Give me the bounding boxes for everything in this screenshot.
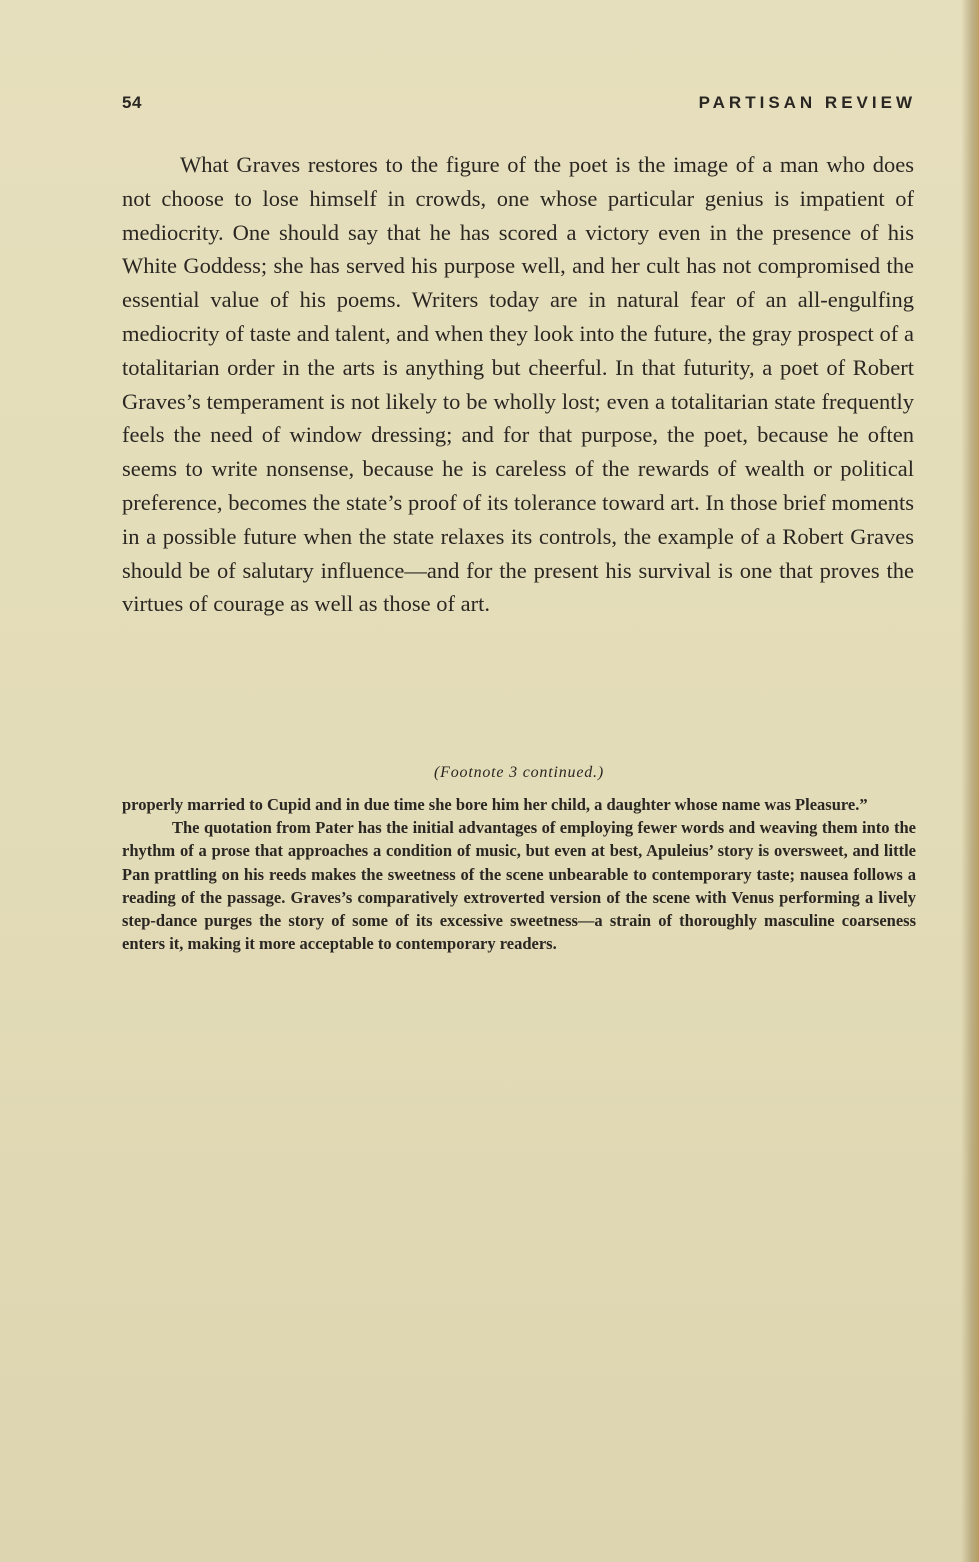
footnote-heading: (Footnote 3 continued.) — [434, 764, 604, 781]
running-head: PARTISAN REVIEW — [698, 93, 916, 112]
footnote-paragraph: properly married to Cupid and in due time she bore him her child, a daughter whose name was Pleasure.” — [122, 795, 868, 814]
page-header — [122, 93, 916, 119]
footnote-paragraph: The quotation from Pater has the initial advantages of employing fewer words and weaving them into the rhythm of a prose that approaches a condition of music, but even at best, Apuleius’ story is oversweet, and little Pan prattling on his reeds makes the sweetness of the scene unbearable to contemporary taste; nausea follows a reading of the passage. Graves’s comparatively extroverted version of the scene with Venus performing a lively step-dance purges the story of some of its excessive sweetness—a strain of thoroughly masculine coarseness enters it, making it more acceptable to contemporary readers. — [122, 818, 916, 954]
footnote — [122, 793, 916, 955]
page-edge-shadow — [961, 0, 979, 1562]
body-paragraph: What Graves restores to the figure of the poet is the image of a man who does not choose to lose himself in crowds, one whose particular genius is impatient of mediocrity. One should say that he has scored a victory even in the presence of his White Goddess; she has served his purpose well, and her cult has not compromised the essential value of his poems. Writers today are in natural fear of an all-engulfing mediocrity of taste and talent, and when they look into the future, the gray prospect of a totalitarian order in the arts is anything but cheerful. In that futurity, a poet of Robert Graves’s temperament is not likely to be wholly lost; even a totalitarian state frequently feels the need of window dressing; and for that purpose, the poet, because he often seems to write nonsense, because he is careless of the rewards of wealth or political preference, becomes the state’s proof of its tolerance toward art. In those brief moments in a possible future when the state relaxes its controls, the example of a Robert Graves should be of salutary influence—and for the present his survival is one that proves the virtues of courage as well as those of art. — [122, 152, 914, 617]
page-number: 54 — [122, 93, 142, 112]
